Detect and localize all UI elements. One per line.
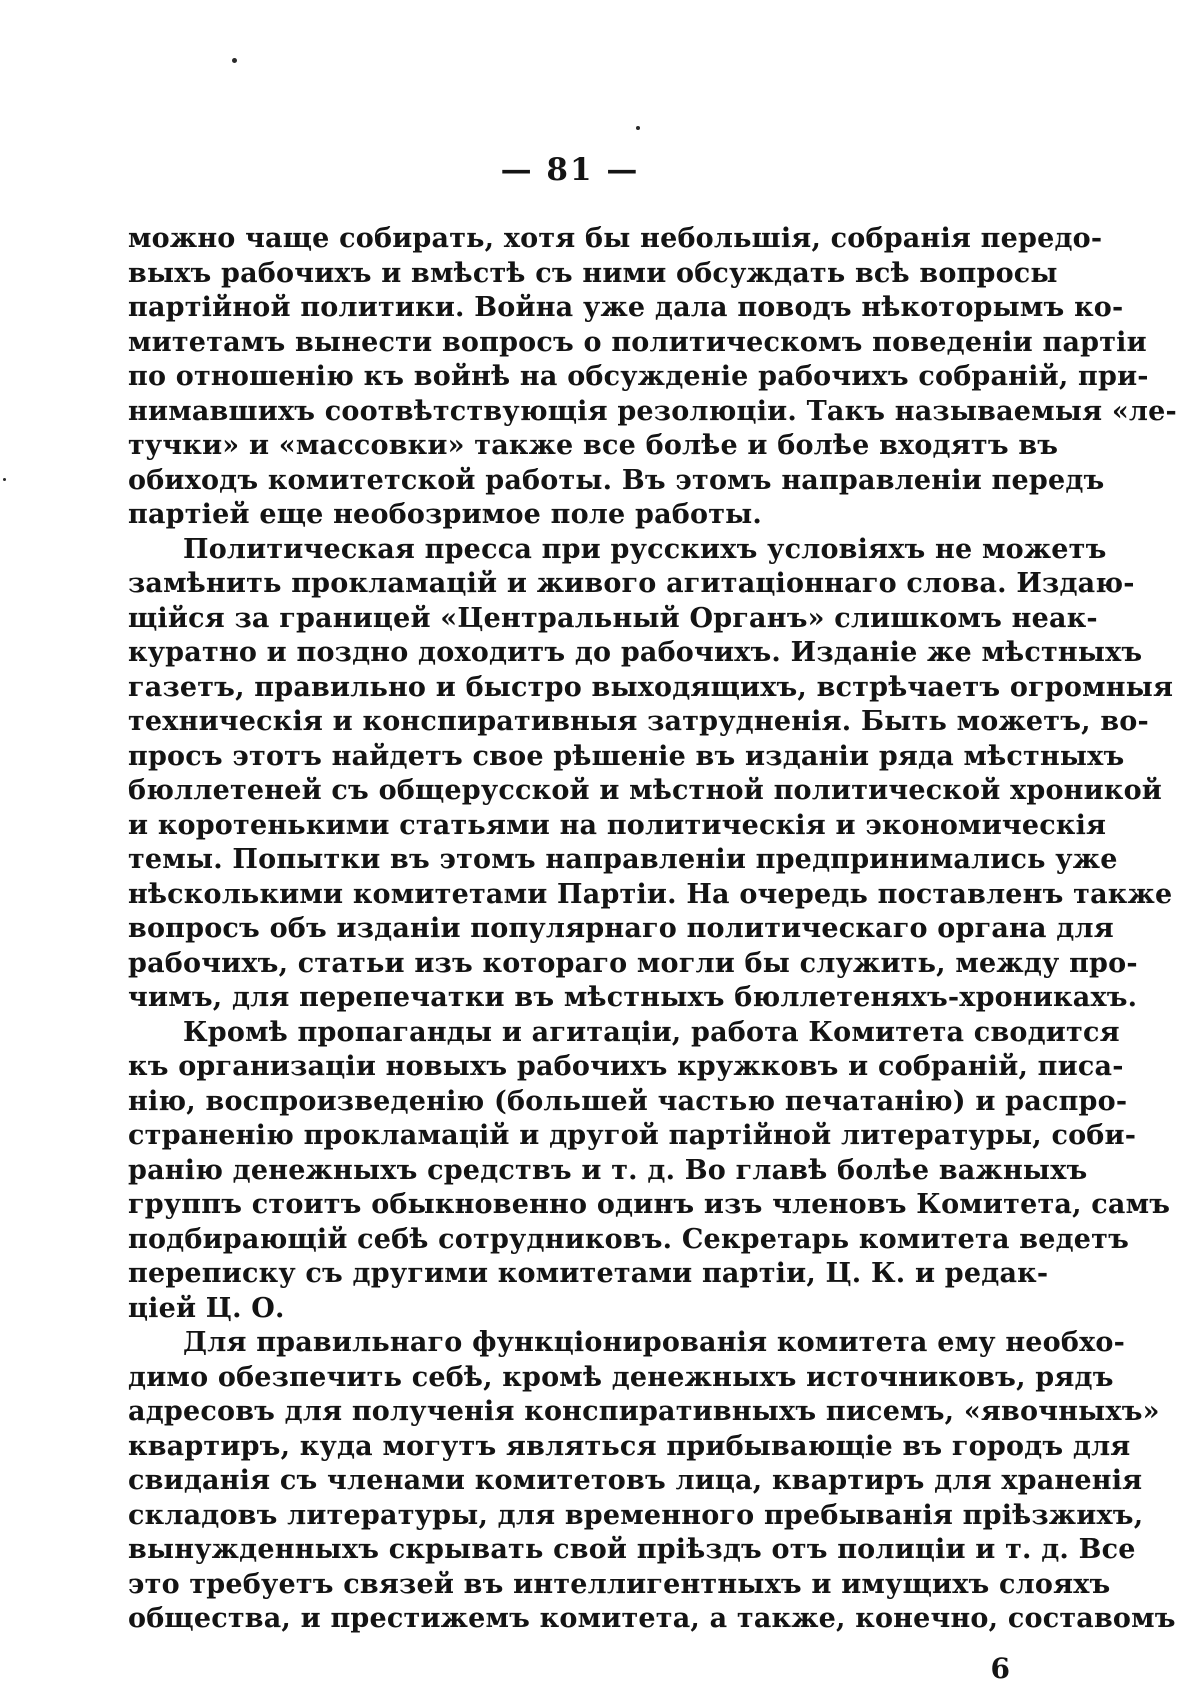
text-line: нѣсколькими комитетами Партiи. На очередь поставленъ также [128, 878, 1173, 910]
text-line: вопросъ объ изданiи популярнаго политическаго органа для [128, 913, 1114, 944]
text-line: замѣнить прокламацiй и живого агитацiоннаго слова. Издаю- [128, 568, 1135, 599]
signature-mark: 6 [990, 1652, 1010, 1685]
text-line: митетамъ вынести вопросъ о политическомъ поведенiи партiи [128, 326, 1147, 358]
text-line: нiю, воспроизведенiю (большей частью печатанiю) и распро- [128, 1085, 1128, 1117]
text-line: техническiя и конспиративныя затрудненiя. Быть можетъ, во- [128, 706, 1149, 737]
text-line: партiйной политики. Война уже дала поводъ нѣкоторымъ ко- [128, 292, 1124, 323]
page-number: — 81 — [500, 152, 640, 188]
text-line: складовъ литературы, для временного пребыванiя прiѣзжихъ, [128, 1499, 1144, 1531]
text-line: группъ стоитъ обыкновенно одинъ изъ членовъ Комитета, самъ [128, 1189, 1171, 1220]
text-line: щiйся за границей «Центральный Органъ» слишкомъ неак- [128, 602, 1098, 634]
text-line: обиходъ комитетской работы. Въ этомъ направленiи передъ [128, 464, 1105, 496]
text-line: подбирающiй себѣ сотрудниковъ. Секретарь комитета ведетъ [128, 1223, 1129, 1255]
text-line: ранiю денежныхъ средствъ и т. д. Во главѣ болѣе важныхъ [128, 1154, 1088, 1186]
text-line: темы. Попытки въ этомъ направленiи предпринимались уже [128, 844, 1118, 875]
text-line: свиданiя съ членами комитетовъ лица, квартиръ для храненiя [128, 1465, 1143, 1496]
print-speck [3, 478, 6, 481]
text-line: къ организацiи новыхъ рабочихъ кружковъ и собранiй, писа- [128, 1051, 1124, 1082]
text-line: просъ этотъ найдетъ свое рѣшенiе въ изданiи ряда мѣстныхъ [128, 740, 1125, 772]
text-line: страненiю прокламацiй и другой партiйной литературы, соби- [128, 1120, 1137, 1151]
print-speck [232, 58, 237, 63]
text-line: Кромѣ пропаганды и агитацiи, работа Комитета сводится [183, 1016, 1120, 1048]
text-line: куратно и поздно доходитъ до рабочихъ. Изданiе же мѣстныхъ [128, 637, 1143, 668]
text-line: тучки» и «массовки» также все болѣе и болѣе входятъ въ [128, 430, 1059, 461]
text-line: рабочихъ, статьи изъ котораго могли бы служить, между про- [128, 947, 1138, 979]
text-line: Политическая пресса при русскихъ условiяхъ не можетъ [183, 533, 1107, 565]
text-line: можно чаще собирать, хотя бы небольшiя, собранiя передо- [128, 223, 1103, 254]
text-line: квартиръ, куда могутъ являться прибывающiе въ городъ для [128, 1430, 1131, 1462]
text-line: выхъ рабочихъ и вмѣстѣ съ ними обсуждать всѣ вопросы [128, 257, 1058, 289]
text-line: нимавшихъ соотвѣтствующiя резолюцiи. Такъ называемыя «ле- [128, 395, 1177, 427]
text-line: чимъ, для перепечатки въ мѣстныхъ бюллетеняхъ-хроникахъ. [128, 982, 1138, 1013]
text-line: это требуетъ связей въ интеллигентныхъ и имущихъ слояхъ [128, 1568, 1111, 1600]
paragraph [128, 222, 1177, 533]
text-line: цiей Ц. О. [128, 1292, 285, 1324]
body-text [128, 222, 1177, 1637]
print-speck [636, 126, 640, 130]
text-line: переписку съ другими комитетами партiи, Ц. К. и редак- [128, 1258, 1049, 1289]
text-line: общества, и престижемъ комитета, а также, конечно, составомъ [128, 1603, 1176, 1634]
text-line: Для правильнаго функцiонированiя комитета ему необхо- [183, 1327, 1125, 1358]
text-line: газетъ, правильно и быстро выходящихъ, встрѣчаетъ огромныя [128, 671, 1174, 703]
text-line: и коротенькими статьями на политическiя и экономическiя [128, 809, 1107, 841]
text-line: адресовъ для полученiя конспиративныхъ писемъ, «явочныхъ» [128, 1396, 1160, 1427]
text-line: по отношенiю къ войнѣ на обсужденiе рабочихъ собранiй, при- [128, 361, 1149, 392]
paragraph [128, 533, 1174, 1016]
paragraph [128, 1326, 1176, 1637]
paragraph [128, 1016, 1171, 1327]
text-line: вынужденныхъ скрывать свой прiѣздъ отъ полицiи и т. д. Все [128, 1534, 1136, 1565]
text-line: партiей еще необозримое поле работы. [128, 499, 763, 530]
text-line: бюллетеней съ общерусской и мѣстной политической хроникой [128, 775, 1162, 806]
text-line: димо обезпечить себѣ, кромѣ денежныхъ источниковъ, рядъ [128, 1361, 1114, 1393]
